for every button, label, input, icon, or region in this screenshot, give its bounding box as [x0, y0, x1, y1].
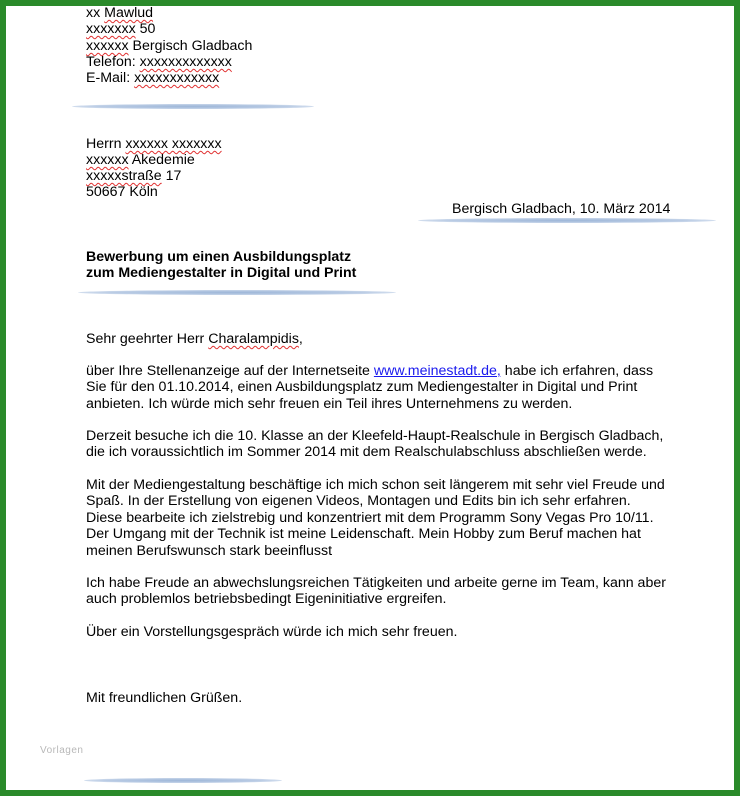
paragraph-5: Über ein Vorstellungsgespräch würde ich mich sehr freuen.	[86, 624, 458, 640]
watermark: Vorlagen	[40, 745, 84, 756]
sender-name: Mawlud	[104, 5, 154, 21]
sender-email-line: E-Mail: xxxxxxxxxxxx	[86, 70, 220, 86]
subject-line-2: zum Mediengestalter in Digital und Print	[86, 265, 357, 281]
greeting: Sehr geehrter Herr Charalampidis,	[86, 331, 303, 347]
sender-street-line: xxxxxxx 50	[86, 21, 156, 37]
website-link[interactable]: www.meinestadt.de,	[373, 363, 501, 379]
recipient-name-line: Herrn xxxxxx xxxxxxx	[86, 136, 222, 152]
divider-swoosh	[72, 104, 314, 109]
paragraph-4: Ich habe Freude an abwechslungsreichen Tätigkeiten und arbeite gerne im Team, kann aber auch problemlos betriebsbedingt Eigeninitiative ergreifen.	[86, 575, 666, 608]
sender-phone-line: Telefon: xxxxxxxxxxxxx	[86, 54, 232, 70]
paragraph-2: Derzeit besuche ich die 10. Klasse an der Kleefeld-Haupt-Realschule in Bergisch Gladbach, die ich voraussichtlich im Sommer 2014 mit dem Realschulabschluss abschließen werde.	[86, 428, 664, 461]
sender-name-line: xx Mawlud	[86, 5, 154, 21]
paragraph-1: über Ihre Stellenanzeige auf der Internetseite www.meinestadt.de, habe ich erfahren, dass Sie für den 01.10.2014, einen Ausbildungsplatz zum Mediengestalter in Digital und Print anbieten. Ich würde mich sehr freuen ein Teil ihres Unternehmens zu werden.	[86, 363, 654, 412]
recipient-street-line: xxxxxstraße 17	[86, 168, 182, 184]
recipient-org-line: xxxxxx Akedemie	[86, 152, 195, 168]
divider-swoosh	[418, 218, 716, 223]
sender-city-line: xxxxxx Bergisch Gladbach	[86, 38, 253, 54]
paragraph-3: Mit der Mediengestaltung beschäftige ich mich schon seit längerem mit sehr viel Freude und Spaß. In der Erstellung von eigenen Videos, Montagen und Edits bin ich sehr erfahren. Diese bearbeite ich zielstrebig und konzentriert mit dem Programm Sony Vegas Pro 10/11. Der Umgang mit der Technik ist meine Leidenschaft. Mein Hobby zum Beruf machen hat meinen Berufswunsch stark beeinflusst	[86, 477, 665, 559]
divider-swoosh	[84, 778, 282, 783]
date-line: Bergisch Gladbach, 10. März 2014	[452, 201, 671, 217]
recipient-postal-city: 50667 Köln	[86, 184, 158, 200]
divider-swoosh	[78, 290, 396, 295]
subject-line-1: Bewerbung um einen Ausbildungsplatz	[86, 249, 352, 265]
closing: Mit freundlichen Grüßen.	[86, 690, 243, 706]
